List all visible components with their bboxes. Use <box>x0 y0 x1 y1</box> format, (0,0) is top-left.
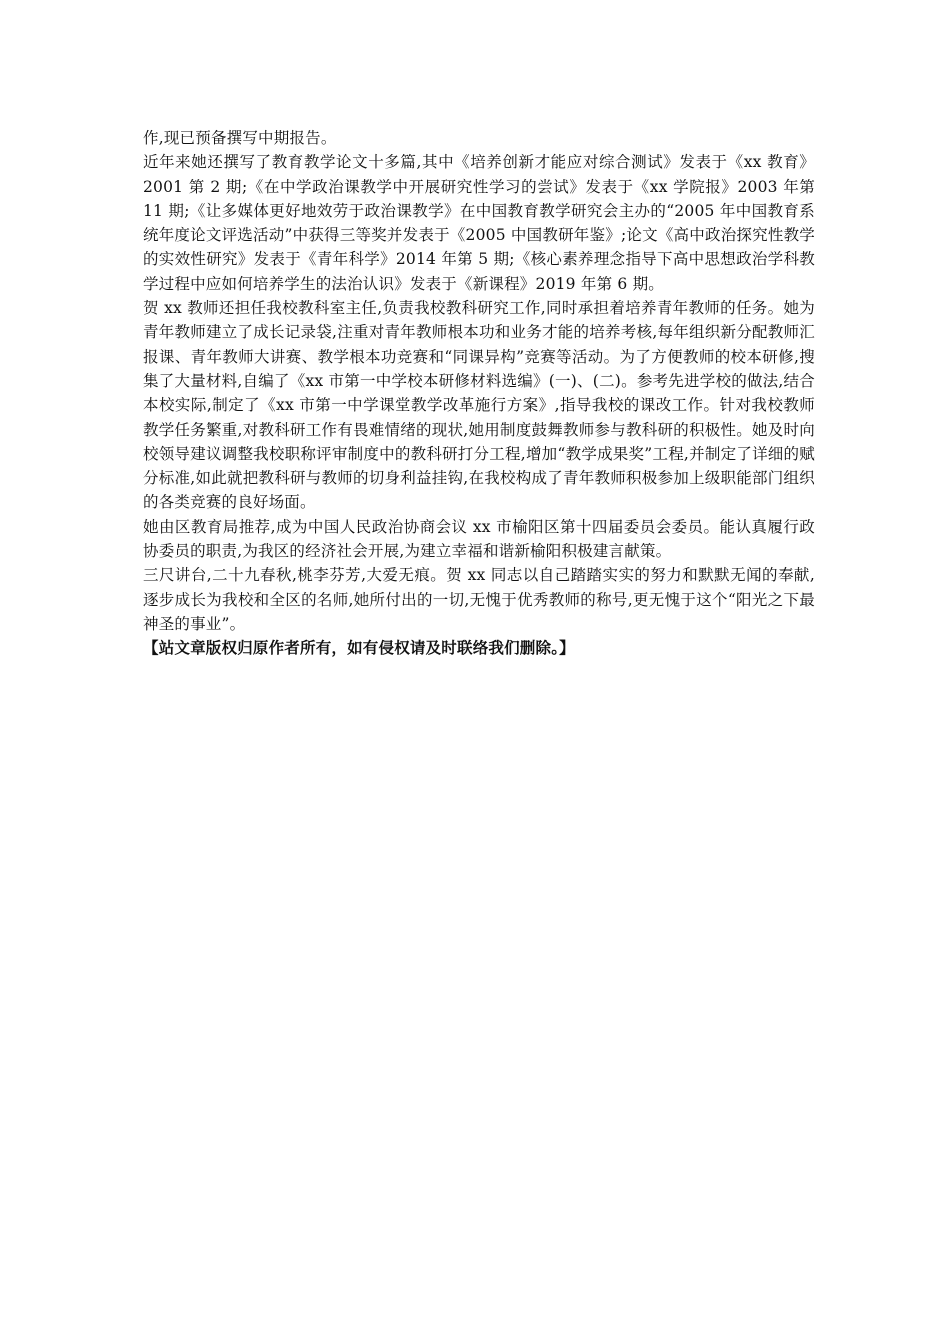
document-body <box>143 126 815 661</box>
paragraph-cppcc-member: 她由区教育局推荐,成为中国人民政治协商会议 xx 市榆阳区第十四届委员会委员。能认真履行政协委员的职责,为我区的经济社会开展,为建立幸福和谐新榆阳积极建言献策。 <box>143 517 815 561</box>
paragraph-publications: 近年来她还撰写了教育教学论文十多篇,其中《培养创新才能应对综合测试》发表于《xx 教育》2001 第 2 期;《在中学政治课教学中开展研究性学习的尝试》发表于《xx 学院报》2003 年第 11 期;《让多媒体更好地效劳于政治课教学》在中国教育教学研究会主办的“2005 年中国教育系统年度论文评选活动”中获得三等奖并发表于《2005 中国教研年鉴》;论文《高中政治探究性教学的实效性研究》发表于《青年科学》2014 年第 5 期;《核心素养理念指导下高中思想政治学科教学过程中应如何培养学生的法治认识》发表于《新课程》2019 年第 6 期。 <box>143 153 815 293</box>
copyright-notice: 【站文章版权归原作者所有，如有侵权请及时联络我们删除。】 <box>143 638 575 658</box>
paragraph-research-office: 贺 xx 教师还担任我校教科室主任,负责我校教科研究工作,同时承担着培养青年教师的任务。她为青年教师建立了成长记录袋,注重对青年教师根本功和业务才能的培养考核,每年组织新分配教师汇报课、青年教师大讲赛、教学根本功竞赛和“同课异构”竞赛等活动。为了方便教师的校本研修,搜集了大量材料,自编了《xx 市第一中学校本研修材料选编》(一)、(二)。参考先进学校的做法,结合本校实际,制定了《xx 市第一中学课堂教学改革施行方案》,指导我校的课改工作。针对我校教师教学任务繁重,对教科研工作有畏难情绪的现状,她用制度鼓舞教师参与教科研的积极性。她及时向校领导建议调整我校职称评审制度中的教科研打分工程,增加“教学成果奖”工程,并制定了详细的赋分标准,如此就把教科研与教师的切身利益挂钩,在我校构成了青年教师积极参加上级职能部门组织的各类竞赛的良好场面。 <box>143 299 815 512</box>
paragraph-conclusion: 三尺讲台,二十九春秋,桃李芬芳,大爱无痕。贺 xx 同志以自己踏踏实实的努力和默默无闻的奉献,逐步成长为我校和全区的名师,她所付出的一切,无愧于优秀教师的称号,更无愧于这个“阳光之下最神圣的事业”。 <box>143 566 815 633</box>
paragraph-report-continuation: 作,现已预备撰写中期报告。 <box>143 129 337 147</box>
